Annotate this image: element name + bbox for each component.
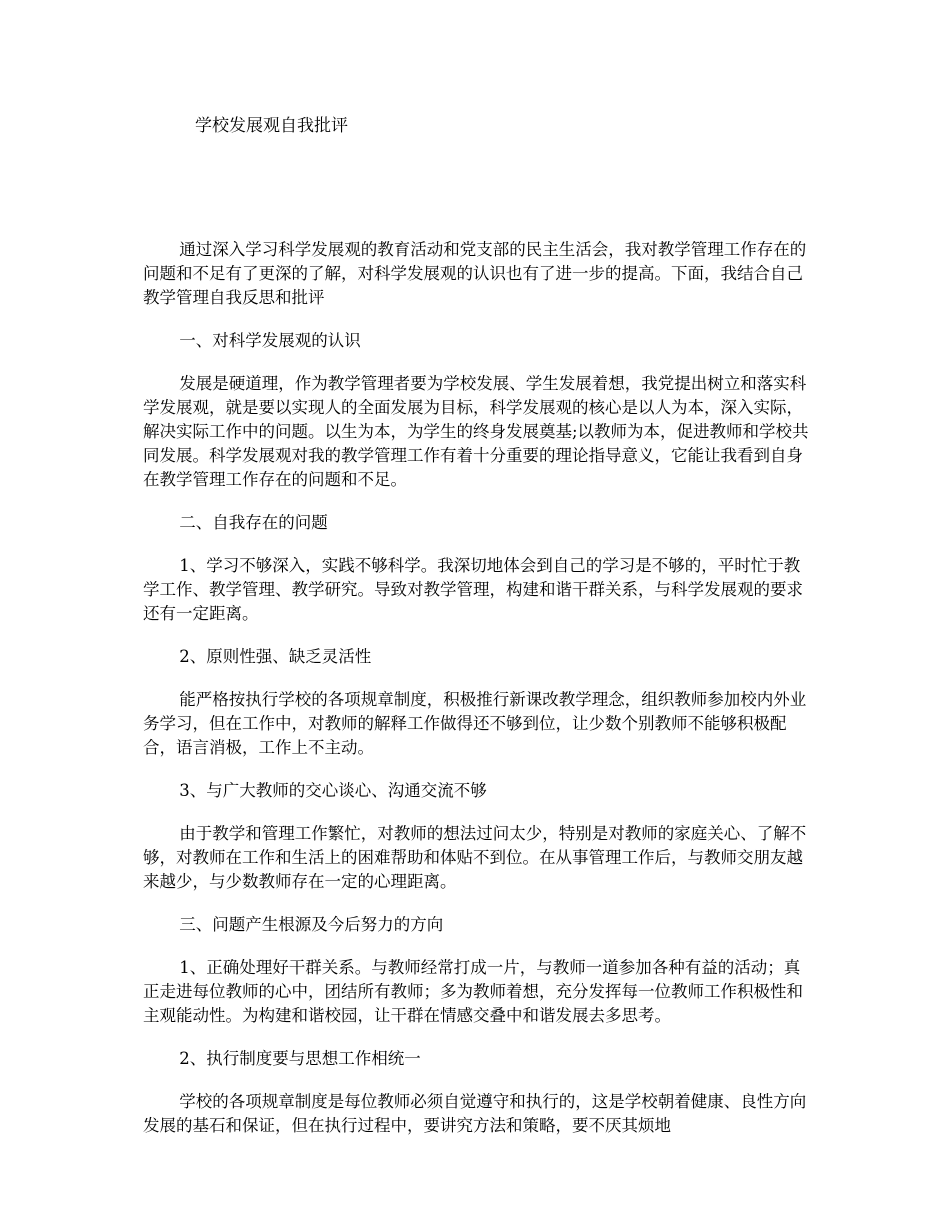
body-paragraph: 学校的各项规章制度是每位教师必须自觉遵守和执行的，这是学校朝着健康、良性方向发展的基石和保证，但在执行过程中，要讲究方法和策略，要不厌其烦地 (143, 1092, 807, 1135)
body-paragraph: 1、正确处理好干群关系。与教师经常打成一片，与教师一道参加各种有益的活动；真正走进每位教师的心中，团结所有教师；多为教师着想，充分发挥每一位教师工作积极性和主观能动性。为构建和谐校园，让干群在情感交叠中和谐发展去多思考。 (143, 958, 803, 1025)
section-heading: 三、问题产生根源及今后努力的方向 (179, 915, 444, 934)
document-body (143, 238, 813, 1157)
subsection-heading: 2、执行制度要与思想工作相统一 (179, 1049, 421, 1068)
intro-paragraph: 通过深入学习科学发展观的教育活动和党支部的民主生活会，我对教学管理工作存在的问题和不足有了更深的了解，对科学发展观的认识也有了进一步的提高。下面，我结合自己教学管理自我反思和批评 (143, 240, 807, 307)
document-title: 学校发展观自我批评 (195, 116, 348, 136)
body-paragraph: 发展是硬道理，作为教学管理者要为学校发展、学生发展着想，我党提出树立和落实科学发展观，就是要以实现人的全面发展为目标，科学发展观的核心是以人为本，深入实际，解决实际工作中的问题。以生为本，为学生的终身发展奠基;以教师为本，促进教师和学校共同发展。科学发展观对我的教学管理工作有着十分重要的理论指导意义，它能让我看到自身在教学管理工作存在的问题和不足。 (143, 374, 809, 489)
body-paragraph: 由于教学和管理工作繁忙，对教师的想法过问太少，特别是对教师的家庭关心、了解不够，对教师在工作和生活上的困难帮助和体贴不到位。在从事管理工作后，与教师交朋友越来越少，与少数教师存在一定的心理距离。 (143, 824, 807, 891)
body-paragraph: 能严格按执行学校的各项规章制度，积极推行新课改教学理念，组织教师参加校内外业务学习，但在工作中，对教师的解释工作做得还不够到位，让少数个别教师不能够积极配合，语言消极，工作上不主动。 (143, 690, 807, 757)
subsection-heading: 3、与广大教师的交心谈心、沟通交流不够 (179, 781, 487, 800)
section-heading: 一、对科学发展观的认识 (179, 331, 361, 350)
body-paragraph: 1、学习不够深入，实践不够科学。我深切地体会到自己的学习是不够的，平时忙于教学工作、教学管理、教学研究。导致对教学管理，构建和谐干群关系，与科学发展观的要求还有一定距离。 (143, 556, 803, 623)
section-heading: 二、自我存在的问题 (179, 513, 328, 532)
subsection-heading: 2、原则性强、缺乏灵活性 (179, 647, 372, 666)
